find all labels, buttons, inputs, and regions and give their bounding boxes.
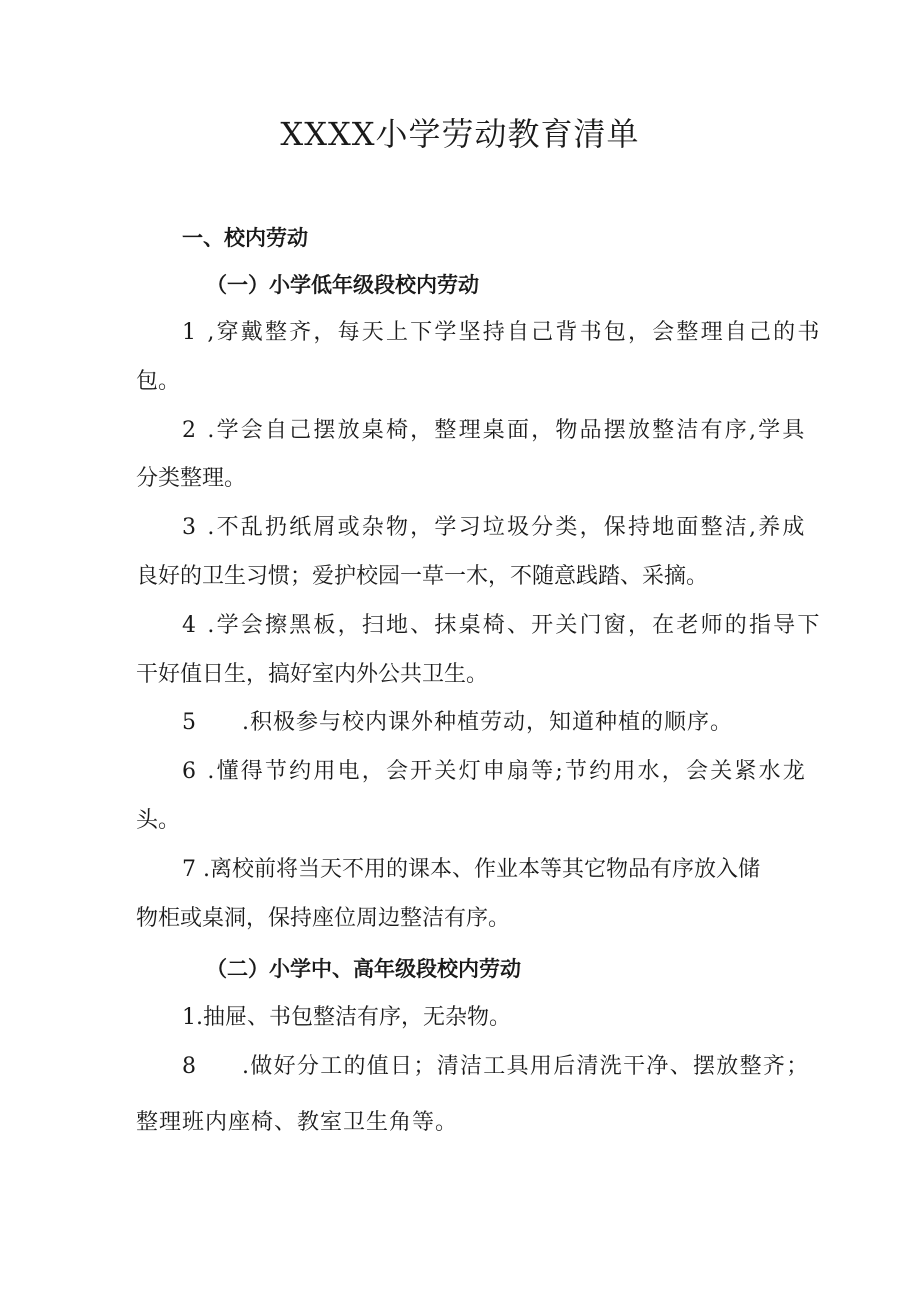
list-item-number: 8 (182, 1054, 196, 1079)
list-item-line: 1.抽屉、书包整洁有序，无杂物。 (182, 1005, 511, 1030)
list-item-line: 干好值日生，搞好室内外公共卫生。 (136, 662, 489, 687)
list-item-line: 分类整理。 (136, 466, 247, 491)
subsection-heading: （二）小学中、高年级段校内劳动 (206, 957, 521, 981)
list-item-line: 6 .懂得节约用电，会开关灯申扇等;节约用水，会关紧水龙 (182, 759, 807, 784)
list-item-line: 7 .离校前将当天不用的课本、作业本等其它物品有序放入储 (182, 857, 760, 882)
subsection-heading: （一）小学低年级段校内劳动 (206, 273, 479, 297)
section-heading: 一、校内劳动 (182, 226, 308, 250)
list-item-line: 良好的卫生习惯；爱护校园一草一木，不随意践踏、采摘。 (136, 564, 709, 589)
list-item-line: 1 ,穿戴整齐，每天上下学坚持自己背书包，会整理自己的书 (182, 320, 822, 345)
list-item-line: 整理班内座椅、教室卫生角等。 (136, 1110, 459, 1135)
document-title: XXXX小学劳动教育清单 (280, 115, 640, 153)
list-item-line: 4 .学会擦黑板，扫地、抹桌椅、开关门窗，在老师的指导下 (182, 613, 822, 638)
list-item-line: 包。 (136, 369, 181, 394)
list-item-line: 3 .不乱扔纸屑或杂物，学习垃圾分类，保持地面整洁,养成 (182, 515, 807, 540)
list-item-number: 5 (182, 710, 196, 735)
list-item-line: 2 .学会自己摆放桌椅，整理桌面，物品摆放整洁有序,学具 (182, 418, 807, 443)
list-item-line: 头。 (136, 808, 181, 833)
list-item-line: .积极参与校内课外种植劳动，知道种植的顺序。 (242, 710, 733, 735)
list-item-line: .做好分工的值日；清洁工具用后清洗干净、摆放整齐； (242, 1054, 810, 1079)
list-item-line: 物柜或桌洞，保持座位周边整洁有序。 (136, 906, 511, 931)
